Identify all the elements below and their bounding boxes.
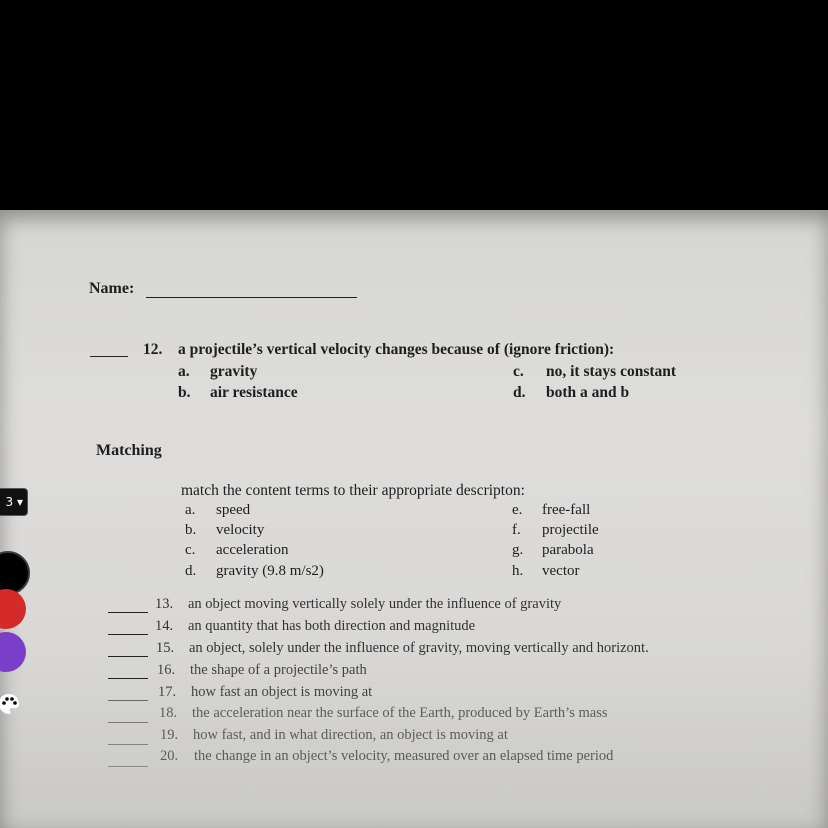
- q17-answer-blank[interactable]: [108, 700, 148, 701]
- q12-option-c: no, it stays constant: [546, 363, 677, 380]
- pen-size-dropdown[interactable]: 3 ▾: [0, 488, 28, 516]
- q12-option-a: gravity: [210, 363, 258, 380]
- item-17-number: 17.: [158, 684, 177, 700]
- q12-option-a-letter: a.: [178, 363, 190, 380]
- item-14-text: an quantity that has both direction and magnitude: [188, 618, 476, 634]
- item-16-text: the shape of a projectile’s path: [190, 662, 367, 678]
- term-d-letter: d.: [185, 563, 197, 579]
- q19-answer-blank[interactable]: [108, 744, 148, 745]
- q15-answer-blank[interactable]: [108, 656, 148, 657]
- term-b: velocity: [216, 522, 265, 538]
- q12-answer-blank[interactable]: [90, 356, 128, 357]
- item-19-text: how fast, and in what direction, an object is moving at: [193, 727, 508, 743]
- q13-answer-blank[interactable]: [108, 612, 148, 613]
- item-19-number: 19.: [160, 727, 179, 743]
- q12-option-d: both a and b: [546, 384, 630, 401]
- q20-answer-blank[interactable]: [108, 766, 148, 767]
- q18-answer-blank[interactable]: [108, 722, 148, 723]
- q12-option-b-letter: b.: [178, 384, 191, 401]
- matching-heading: Matching: [96, 442, 162, 459]
- q12-number: 12.: [143, 341, 163, 358]
- term-e-letter: e.: [512, 502, 523, 518]
- q14-answer-blank[interactable]: [108, 634, 148, 635]
- term-a-letter: a.: [185, 502, 196, 518]
- item-17-text: how fast an object is moving at: [191, 684, 373, 700]
- item-20-text: the change in an object’s velocity, measured over an elapsed time period: [194, 748, 614, 764]
- q16-answer-blank[interactable]: [108, 678, 148, 679]
- q12-option-d-letter: d.: [513, 384, 526, 401]
- q12-option-b: air resistance: [210, 384, 298, 401]
- name-label: Name:: [89, 280, 135, 297]
- matching-instruction: match the content terms to their appropriate descripton:: [181, 482, 525, 499]
- term-b-letter: b.: [185, 522, 197, 538]
- term-f-letter: f.: [512, 522, 521, 538]
- item-13-text: an object moving vertically solely under the influence of gravity: [188, 596, 562, 612]
- item-14-number: 14.: [155, 618, 174, 634]
- item-15-number: 15.: [156, 640, 175, 656]
- term-e: free-fall: [542, 502, 591, 518]
- item-13-number: 13.: [155, 596, 174, 612]
- worksheet-page: [0, 210, 828, 828]
- term-g-letter: g.: [512, 542, 524, 558]
- q12-option-c-letter: c.: [513, 363, 524, 380]
- term-c: acceleration: [216, 542, 289, 558]
- q12-question-text: a projectile’s vertical velocity changes because of (ignore friction):: [178, 341, 615, 358]
- screen-dark-area: [0, 0, 828, 210]
- item-20-number: 20.: [160, 748, 179, 764]
- term-d: gravity (9.8 m/s2): [216, 563, 324, 579]
- item-18-number: 18.: [159, 705, 178, 721]
- term-f: projectile: [542, 522, 599, 538]
- palette-icon[interactable]: [0, 693, 20, 715]
- name-answer-field[interactable]: [146, 297, 357, 298]
- term-h-letter: h.: [512, 563, 524, 579]
- term-g: parabola: [542, 542, 594, 558]
- item-15-text: an object, solely under the influence of gravity, moving vertically and horizont.: [189, 640, 649, 656]
- item-16-number: 16.: [157, 662, 176, 678]
- term-c-letter: c.: [185, 542, 196, 558]
- term-a: speed: [216, 502, 251, 518]
- term-h: vector: [542, 563, 580, 579]
- item-18-text: the acceleration near the surface of the Earth, produced by Earth’s mass: [192, 705, 608, 721]
